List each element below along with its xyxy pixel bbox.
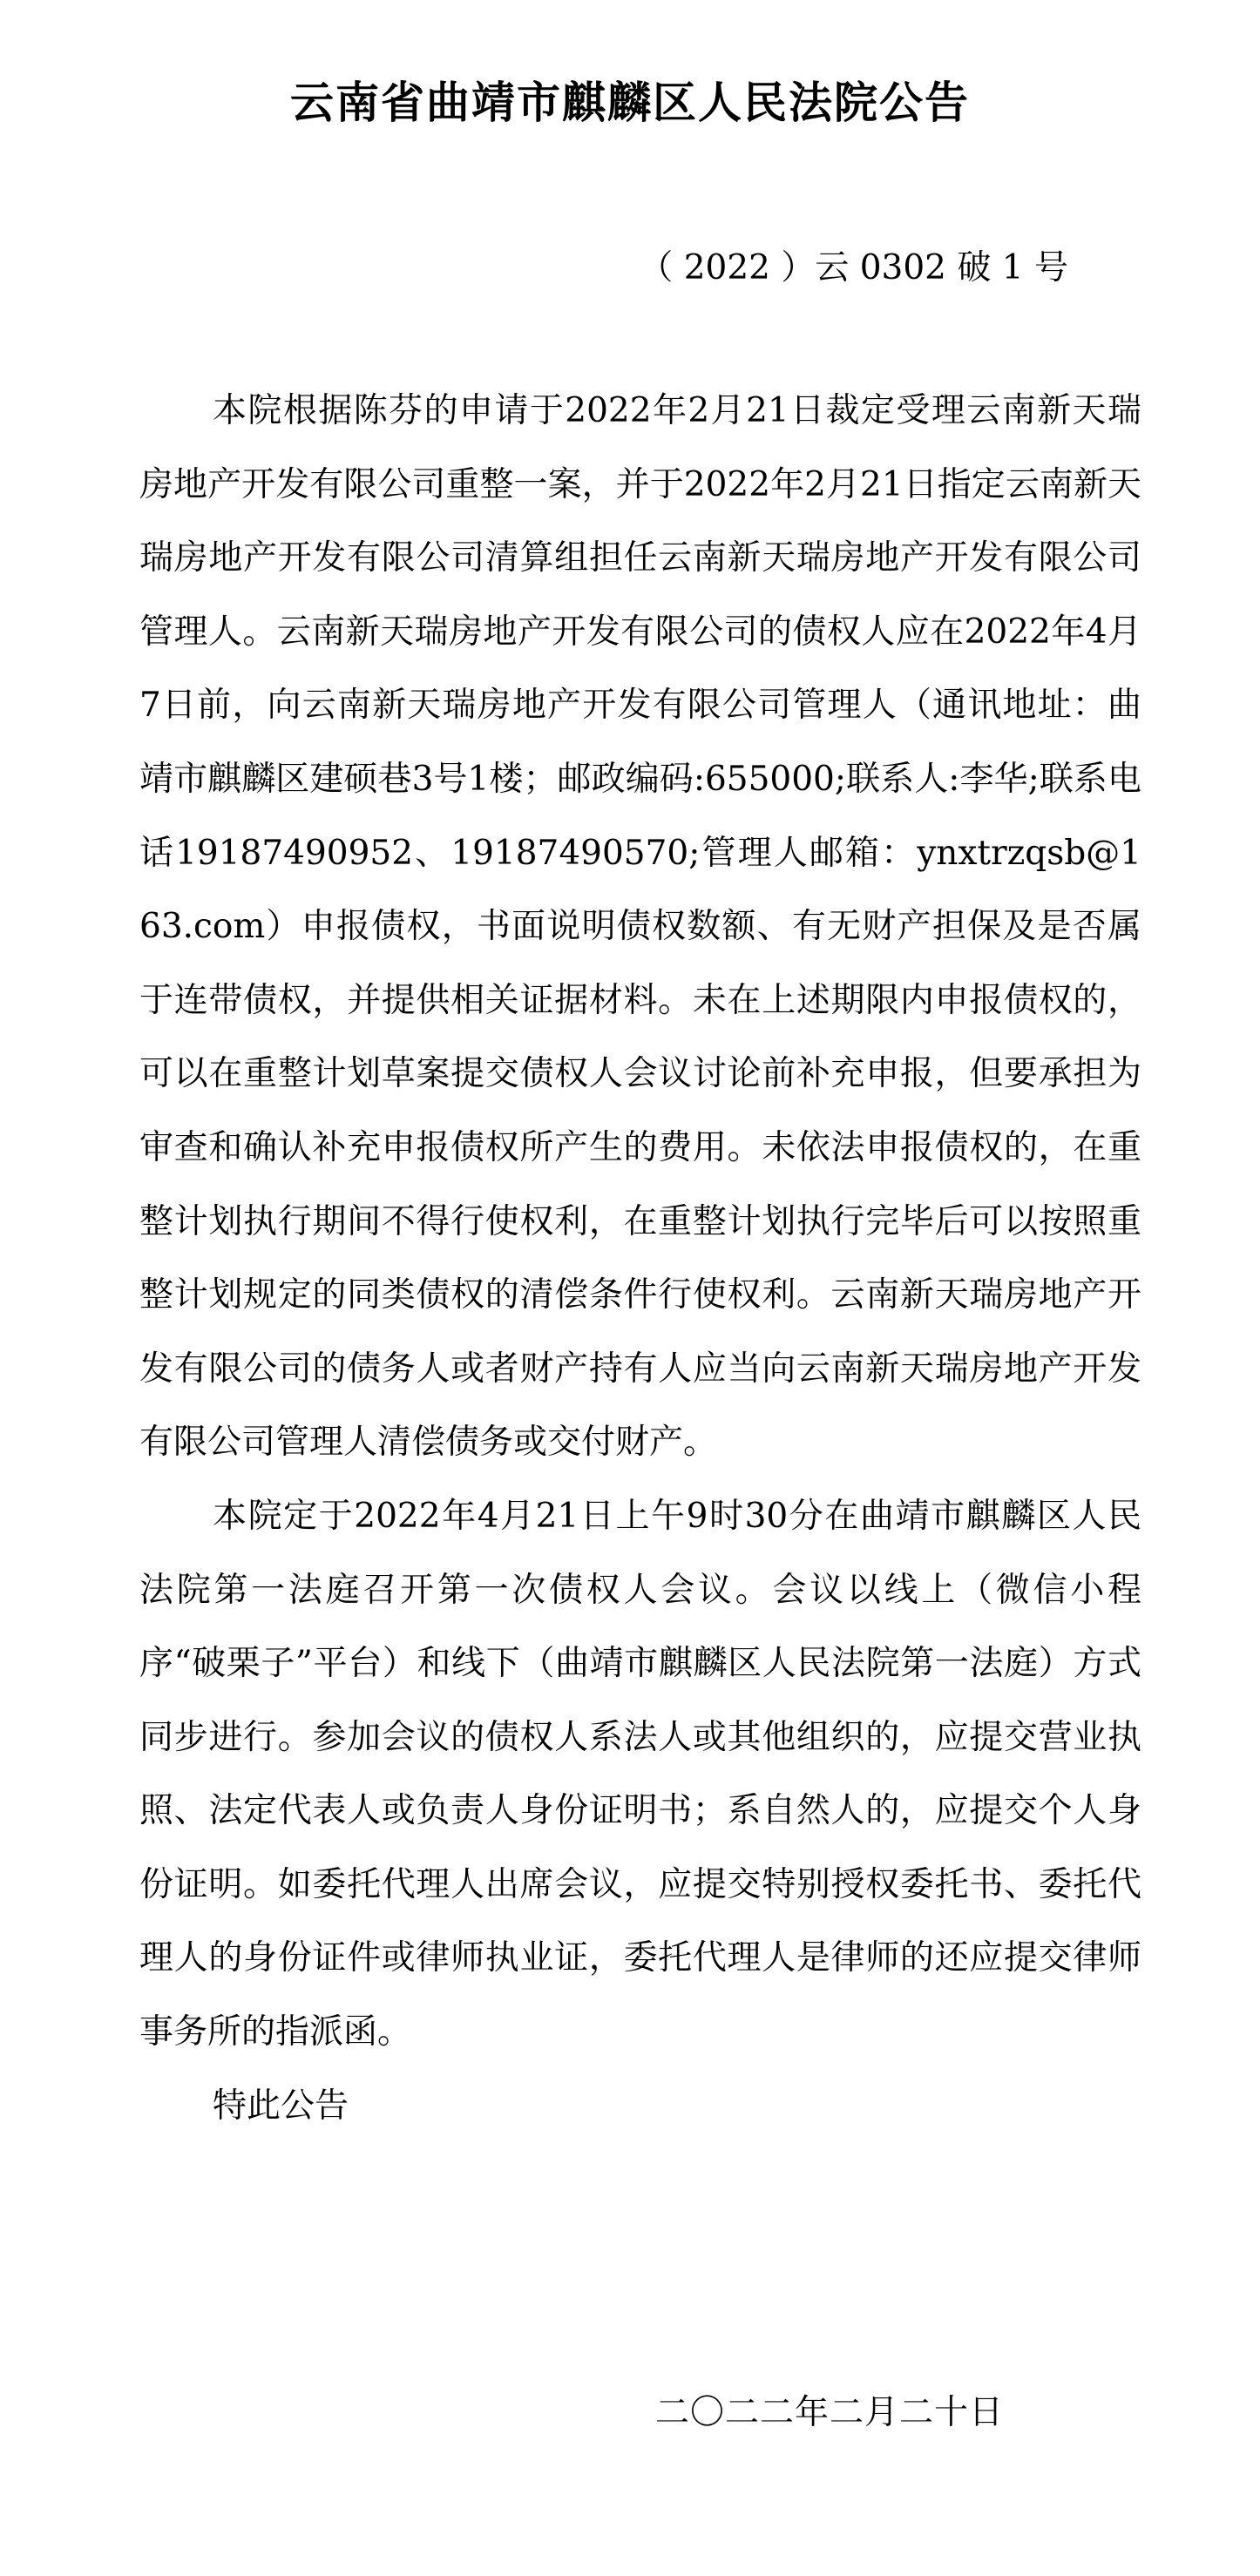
notice-body (139, 375, 1141, 2143)
case-number: （ 2022 ）云 0302 破 1 号 (639, 248, 1068, 287)
notice-date: 二〇二二年二月二十日 (655, 2393, 1005, 2432)
notice-title: 云南省曲靖市麒麟区人民法院公告 (290, 78, 970, 128)
closing-text: 特此公告 (213, 2086, 349, 2126)
paragraph-claims-declaration: 本院根据陈芬的申请于2022年2月21日裁定受理云南新天瑞房地产开发有限公司重整一案，并于2022年2月21日指定云南新天瑞房地产开发有限公司清算组担任云南新天瑞房地产开发有限公司管理人。云南新天瑞房地产开发有限公司的债权人应在2022年4月7日前，向云南新天瑞房地产开发有限公司管理人（通讯地址：曲靖市麒麟区建硕巷3号1楼；邮政编码:655000;联系人:李华;联系电话19187490952、19187490570;管理人邮箱：ynxtrzqsb@163.com）申报债权，书面说明债权数额、有无财产担保及是否属于连带债权，并提供相关证据材料。未在上述期限内申报债权的，可以在重整计划草案提交债权人会议讨论前补充申报，但要承担为审查和确认补充申报债权所产生的费用。未依法申报债权的，在重整计划执行期间不得行使权利，在重整计划执行完毕后可以按照重整计划规定的同类债权的清偿条件行使权利。云南新天瑞房地产开发有限公司的债务人或者财产持有人应当向云南新天瑞房地产开发有限公司管理人清偿债务或交付财产。 (139, 391, 1141, 1463)
paragraph-creditors-meeting: 本院定于2022年4月21日上午9时30分在曲靖市麒麟区人民法院第一法庭召开第一次债权人会议。会议以线上（微信小程序“破栗子”平台）和线下（曲靖市麒麟区人民法院第一法庭）方式同步进行。参加会议的债权人系法人或其他组织的，应提交营业执照、法定代表人或负责人身份证明书；系自然人的，应提交个人身份证明。如委托代理人出席会议，应提交特别授权委托书、委托代理人的身份证件或律师执业证，委托代理人是律师的还应提交律师事务所的指派函。 (139, 1496, 1141, 2052)
